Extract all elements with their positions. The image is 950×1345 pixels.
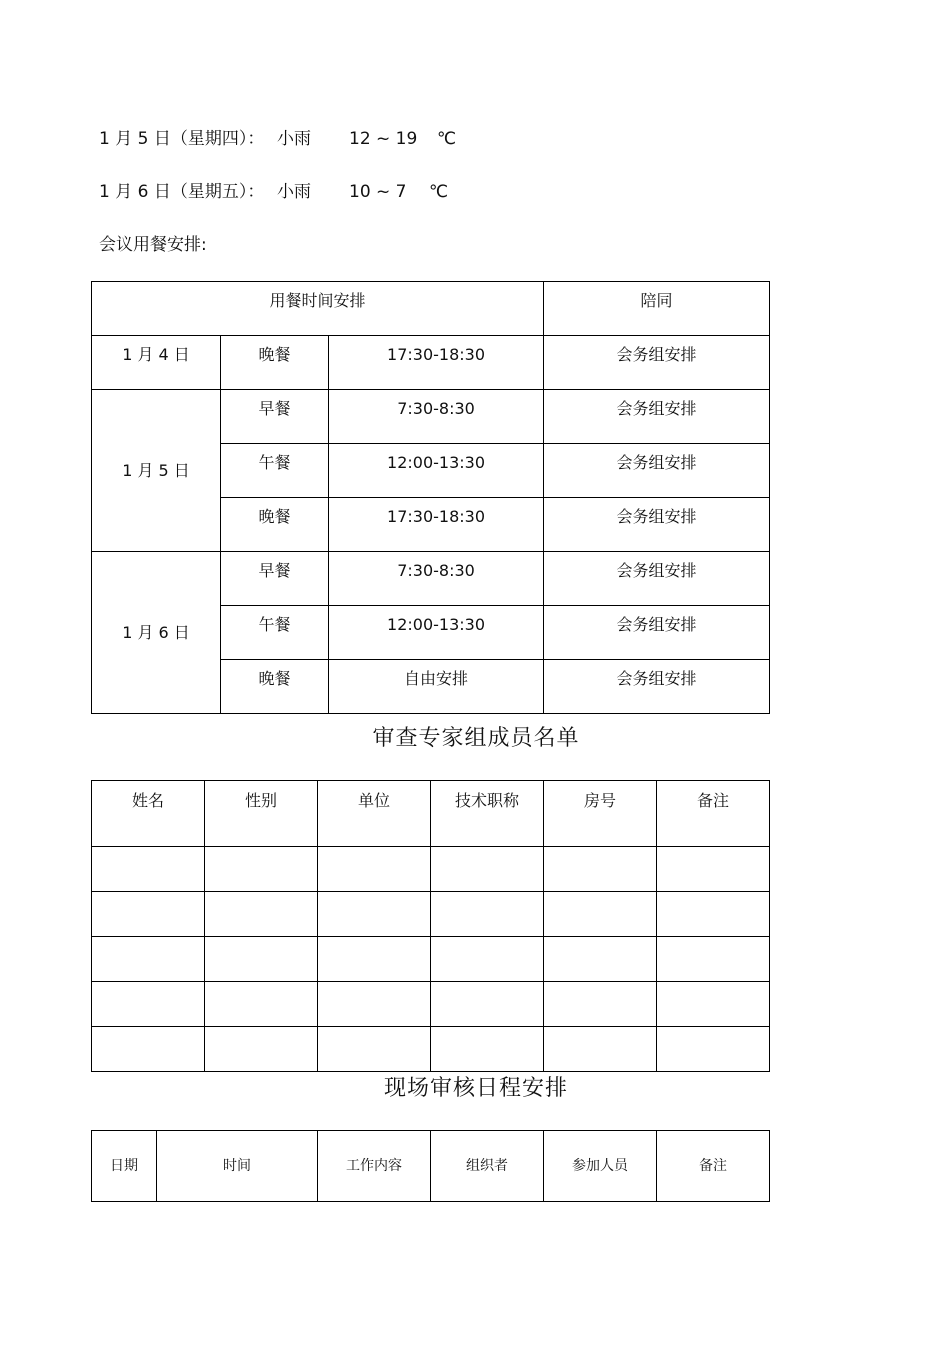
weather-condition: 小雨 (277, 129, 311, 149)
meal-accompany: 会务组安排 (544, 606, 770, 660)
table-cell (205, 982, 318, 1027)
table-cell (431, 982, 544, 1027)
header-date: 日期 (92, 1131, 157, 1202)
table-header-row (92, 781, 770, 847)
weather-line-1 (99, 129, 456, 149)
audit-schedule-table (91, 1130, 770, 1202)
table-cell (657, 892, 770, 937)
table-row (92, 336, 770, 390)
weather-date: 1 月 6 日（星期五）： (99, 182, 265, 202)
meal-date: 1 月 6 日 (92, 552, 221, 714)
meal-type: 晚餐 (221, 498, 329, 552)
table-cell (92, 1027, 205, 1072)
header-work-content: 工作内容 (318, 1131, 431, 1202)
meal-type: 早餐 (221, 390, 329, 444)
table-header-row (92, 282, 770, 336)
weather-temp: 12 ~ 19 (349, 129, 418, 149)
table-cell (318, 982, 431, 1027)
table-row (92, 982, 770, 1027)
meal-time: 7:30-8:30 (329, 552, 544, 606)
table-cell (431, 847, 544, 892)
table-cell (92, 892, 205, 937)
meal-accompany: 会务组安排 (544, 498, 770, 552)
header-room: 房号 (544, 781, 657, 847)
header-meal-time: 用餐时间安排 (92, 282, 544, 336)
meal-heading: 会议用餐安排: (99, 235, 207, 255)
table-row (92, 552, 770, 606)
weather-condition: 小雨 (277, 182, 311, 202)
meal-time: 7:30-8:30 (329, 390, 544, 444)
meal-time: 12:00-13:30 (329, 444, 544, 498)
table-cell (657, 847, 770, 892)
meal-schedule-table (91, 281, 770, 714)
table-cell (205, 892, 318, 937)
expert-list-table (91, 780, 770, 1072)
meal-type: 午餐 (221, 606, 329, 660)
meal-time: 12:00-13:30 (329, 606, 544, 660)
header-gender: 性别 (205, 781, 318, 847)
table-cell (544, 982, 657, 1027)
meal-accompany: 会务组安排 (544, 390, 770, 444)
table-cell (318, 847, 431, 892)
table-row (92, 1027, 770, 1072)
header-notes: 备注 (657, 1131, 770, 1202)
table-cell (92, 847, 205, 892)
table-cell (92, 937, 205, 982)
table-cell (431, 892, 544, 937)
table-row (92, 937, 770, 982)
table-cell (318, 937, 431, 982)
table-cell (544, 847, 657, 892)
meal-accompany: 会务组安排 (544, 336, 770, 390)
table-cell (544, 892, 657, 937)
meal-accompany: 会务组安排 (544, 660, 770, 714)
meal-date: 1 月 5 日 (92, 390, 221, 552)
meal-date: 1 月 4 日 (92, 336, 221, 390)
table-cell (544, 1027, 657, 1072)
header-organizer: 组织者 (431, 1131, 544, 1202)
weather-unit: ℃ (429, 182, 449, 202)
header-time: 时间 (157, 1131, 318, 1202)
table-cell (318, 1027, 431, 1072)
header-accompany: 陪同 (544, 282, 770, 336)
table-cell (205, 937, 318, 982)
table-cell (431, 1027, 544, 1072)
meal-type: 午餐 (221, 444, 329, 498)
table-cell (205, 847, 318, 892)
meal-type: 早餐 (221, 552, 329, 606)
header-title: 技术职称 (431, 781, 544, 847)
table-row (92, 892, 770, 937)
weather-temp: 10 ~ 7 (349, 182, 407, 202)
meal-accompany: 会务组安排 (544, 552, 770, 606)
meal-type: 晚餐 (221, 336, 329, 390)
header-organization: 单位 (318, 781, 431, 847)
header-notes: 备注 (657, 781, 770, 847)
table-row (92, 390, 770, 444)
header-name: 姓名 (92, 781, 205, 847)
table-cell (657, 1027, 770, 1072)
expert-list-title: 审查专家组成员名单 (372, 726, 580, 751)
table-cell (92, 982, 205, 1027)
meal-time: 17:30-18:30 (329, 336, 544, 390)
header-participants: 参加人员 (544, 1131, 657, 1202)
weather-date: 1 月 5 日（星期四）： (99, 129, 265, 149)
table-cell (657, 937, 770, 982)
weather-unit: ℃ (437, 129, 457, 149)
table-cell (431, 937, 544, 982)
table-header-row (92, 1131, 770, 1202)
audit-schedule-title: 现场审核日程安排 (383, 1076, 568, 1101)
table-cell (205, 1027, 318, 1072)
meal-accompany: 会务组安排 (544, 444, 770, 498)
weather-line-2 (99, 182, 448, 202)
meal-time: 自由安排 (329, 660, 544, 714)
table-cell (318, 892, 431, 937)
table-cell (657, 982, 770, 1027)
table-cell (544, 937, 657, 982)
meal-time: 17:30-18:30 (329, 498, 544, 552)
table-row (92, 847, 770, 892)
meal-type: 晚餐 (221, 660, 329, 714)
